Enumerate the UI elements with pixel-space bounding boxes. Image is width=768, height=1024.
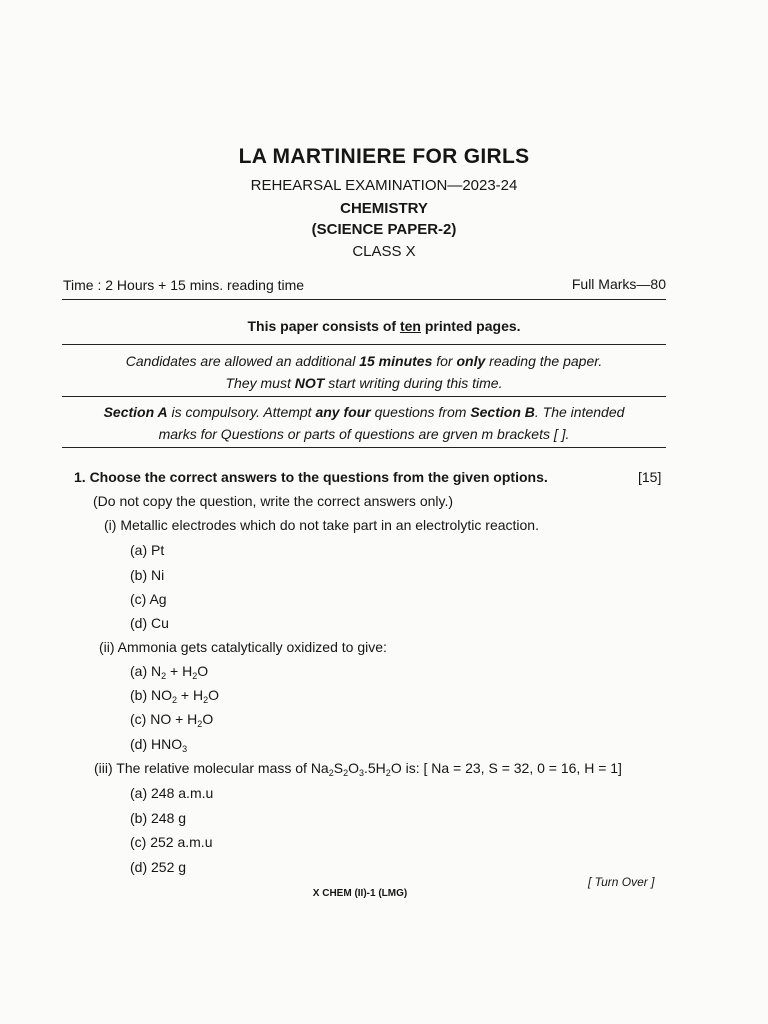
question-1-instruction: (Do not copy the question, write the correct answers only.) (93, 493, 454, 509)
option-i-b: (b) Ni (130, 567, 165, 583)
turn-over-note: [ Turn Over ] (588, 875, 655, 889)
subject-title: CHEMISTRY (340, 200, 428, 217)
page-code: X CHEM (II)-1 (LMG) (312, 888, 408, 899)
part-ii (99, 639, 387, 655)
part-iii (94, 760, 622, 778)
divider (62, 299, 666, 300)
part-i-text: Metallic electrodes which do not take part in an electrolytic reaction. (120, 517, 539, 533)
part-ii-number: (ii) (99, 639, 115, 655)
option-i-a: (a) Pt (130, 542, 165, 558)
part-i-number: (i) (104, 517, 117, 533)
pages-note-post: printed pages. (420, 318, 521, 334)
part-iii-text: The relative molecular mass of $Na_2S_2O_3.5H_2O$ is: [ Na = 23, S = 32, 0 = 16, H = 1] (116, 760, 622, 778)
part-i (104, 517, 539, 533)
part-ii-text: Ammonia gets catalytically oxidized to give: (117, 639, 387, 655)
reading-time-note (62, 350, 666, 394)
reading-note-line-1: Candidates are allowed an additional 15 minutes for only reading the paper. (125, 353, 603, 369)
exam-title: REHEARSAL EXAMINATION—2023-24 (250, 177, 518, 194)
divider (62, 447, 666, 448)
section-note-line-1: Section A is compulsory. Attempt any four questions from Section B. The intended (103, 404, 625, 420)
full-marks: Full Marks—80 (571, 276, 666, 292)
option-iii-b: (b) 248 g (130, 810, 187, 826)
divider (62, 396, 666, 397)
class-title: CLASS X (352, 243, 416, 260)
option-iii-a: (a) 248 a.m.u (130, 785, 214, 801)
pages-note-pre: This paper consists of (247, 318, 400, 334)
question-1-marks: [15] (638, 469, 662, 485)
school-name: LA MARTINIERE FOR GIRLS (238, 145, 530, 168)
option-iii-d: (d) 252 g (130, 859, 187, 875)
pages-count: ten (399, 318, 421, 334)
option-iii-c: (c) 252 a.m.u (130, 834, 213, 850)
reading-note-line-2: They must NOT start writing during this time. (225, 375, 503, 391)
option-ii-a: (a) $N_2 + H_2O$ (130, 663, 209, 681)
part-iii-number: (iii) (94, 760, 113, 776)
divider (62, 344, 666, 345)
section-instruction (62, 401, 666, 445)
option-ii-b: (b) $NO_2 + H_2O$ (130, 687, 220, 705)
paper-title: (SCIENCE PAPER-2) (311, 221, 457, 238)
question-1-heading: 1. Choose the correct answers to the questions from the given options. (74, 469, 548, 485)
option-i-d: (d) Cu (130, 615, 169, 631)
option-ii-d: (d) $HNO_3$ (130, 736, 188, 754)
time-allowed: Time : 2 Hours + 15 mins. reading time (63, 277, 305, 293)
option-ii-c: (c) NO + $H_2O$ (130, 711, 214, 729)
pages-note (0, 318, 768, 334)
option-i-c: (c) Ag (130, 591, 167, 607)
section-note-line-2: marks for Questions or parts of questions are grven m brackets [ ]. (158, 426, 570, 442)
